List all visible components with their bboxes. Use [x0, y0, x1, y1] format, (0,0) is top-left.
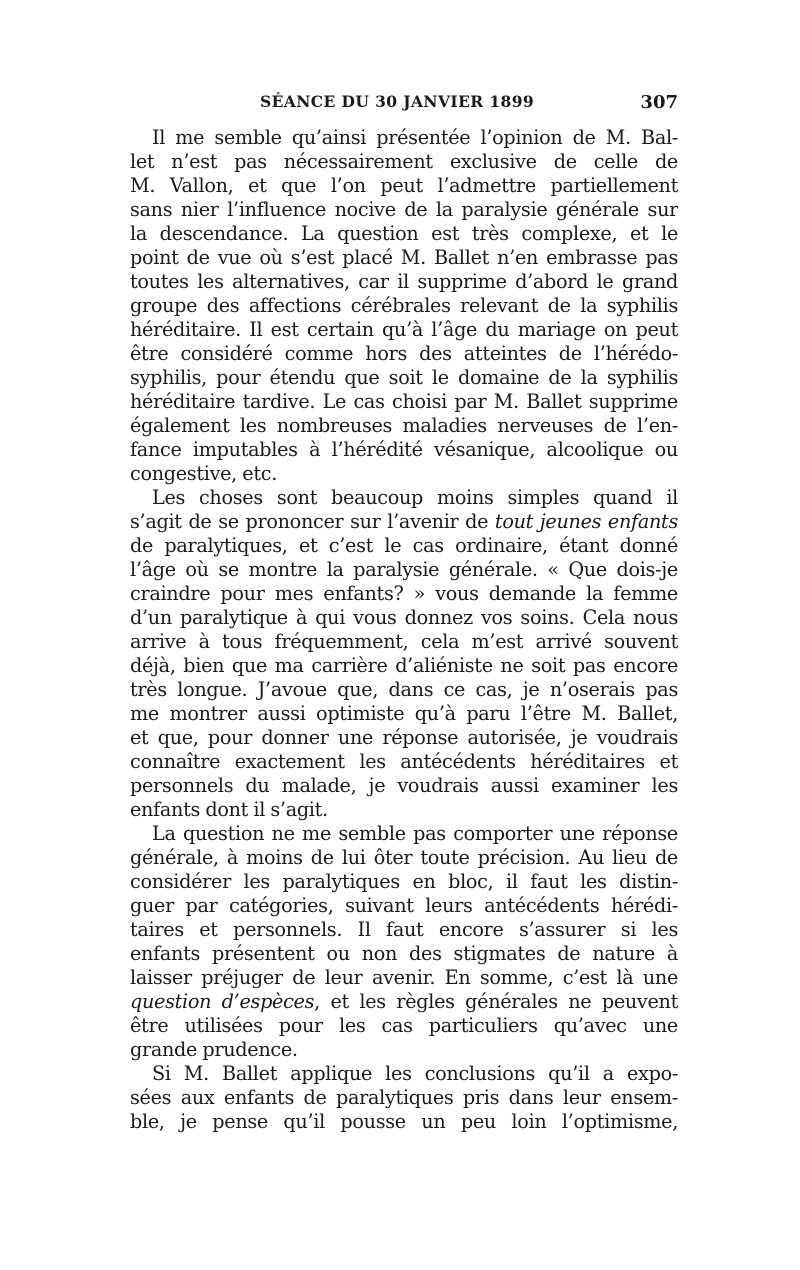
text-line-content: personnels du malade, je voudrais aussi examiner les: [130, 774, 678, 797]
text-line: [130, 198, 678, 222]
text-line: [130, 1014, 678, 1038]
text-line-content: de paralytiques, et c’est le cas ordinaire, étant donné: [130, 534, 678, 557]
text-line: [130, 558, 678, 582]
text-line: [130, 630, 678, 654]
text-line: [130, 246, 678, 270]
text-line: [130, 390, 678, 414]
text-line: [130, 678, 678, 702]
text-line-content: arrive à tous fréquemment, cela m’est arrivé souvent: [130, 630, 678, 653]
text-line: [130, 750, 678, 774]
text-line-content: déjà, bien que ma carrière d’aliéniste ne soit pas encore: [130, 654, 678, 677]
text-line-content: et que, pour donner une réponse autorisée, je voudrais: [130, 726, 678, 749]
text-line-content: très longue. J’avoue que, dans ce cas, je n’oserais pas: [130, 678, 678, 701]
text-line: [130, 318, 678, 342]
text-line-content: laisser préjuger de leur avenir. En somme, c’est là une: [130, 966, 678, 989]
page-header: [130, 92, 678, 118]
text-line-content: être utilisées pour les cas particuliers qu’avec une: [130, 1014, 678, 1037]
text-line: [130, 270, 678, 294]
text-line: [130, 990, 678, 1014]
text-line: [130, 294, 678, 318]
body-text: [130, 126, 678, 1134]
page-number: 307: [640, 92, 678, 113]
text-line: [130, 414, 678, 438]
text-line-content: connaître exactement les antécédents héréditaires et: [130, 750, 678, 773]
text-line: [130, 438, 678, 462]
text-line-content: taires et personnels. Il faut encore s’assurer si les: [130, 918, 678, 941]
text-line-content: point de vue où s’est placé M. Ballet n’en embrasse pas: [130, 246, 678, 269]
text-line: [130, 1110, 678, 1134]
text-line-content: sans nier l’influence nocive de la paralysie générale sur: [130, 198, 678, 221]
text-line-content: groupe des affections cérébrales relevant de la syphilis: [130, 294, 678, 317]
text-line-content: Il me semble qu’ainsi présentée l’opinion de M. Bal-: [152, 126, 678, 149]
italic-phrase: tout jeunes enfants: [494, 510, 678, 533]
text-line-content: Si M. Ballet applique les conclusions qu’il a expo-: [152, 1062, 678, 1085]
text-line-content: syphilis, pour étendu que soit le domaine de la syphilis: [130, 366, 678, 389]
text-line: [130, 1062, 678, 1086]
text-line: [130, 1038, 678, 1062]
text-line: [130, 606, 678, 630]
text-line-content: , et les règles générales ne peuvent: [314, 990, 678, 1013]
text-line: [130, 822, 678, 846]
text-line-content: héréditaire. Il est certain qu’à l’âge du mariage on peut: [130, 318, 678, 341]
text-line: [130, 726, 678, 750]
text-line-content: M. Vallon, et que l’on peut l’admettre partiellement: [130, 174, 678, 197]
text-line: [130, 462, 678, 486]
text-line-content: grande prudence.: [130, 1038, 298, 1061]
text-line: [130, 870, 678, 894]
text-line-content: générale, à moins de lui ôter toute précision. Au lieu de: [130, 846, 678, 869]
text-line-content: me montrer aussi optimiste qu’à paru l’être M. Ballet,: [130, 702, 678, 725]
text-line-content: être considéré comme hors des atteintes de l’hérédo-: [130, 342, 678, 365]
text-line-content: enfants dont il s’agit.: [130, 798, 328, 821]
text-line-content: toutes les alternatives, car il supprime d’abord le grand: [130, 270, 678, 293]
text-line-content: l’âge où se montre la paralysie générale. « Que dois-je: [130, 558, 678, 581]
text-line: [130, 798, 678, 822]
text-line: [130, 702, 678, 726]
text-line: [130, 894, 678, 918]
text-line-content: également les nombreuses maladies nerveuses de l’en-: [130, 414, 678, 437]
text-line: [130, 942, 678, 966]
text-line-content: considérer les paralytiques en bloc, il faut les distin-: [130, 870, 678, 893]
text-line-content: let n’est pas nécessairement exclusive de celle de: [130, 150, 678, 173]
text-line: [130, 918, 678, 942]
text-line-content: congestive, etc.: [130, 462, 277, 485]
text-line-content: enfants présentent ou non des stigmates de nature à: [130, 942, 678, 965]
text-line: [130, 366, 678, 390]
text-line: [130, 150, 678, 174]
text-line-content: héréditaire tardive. Le cas choisi par M. Ballet supprime: [130, 390, 678, 413]
text-line: [130, 966, 678, 990]
text-line-content: fance imputables à l’hérédité vésanique, alcoolique ou: [130, 438, 678, 461]
text-line: [130, 774, 678, 798]
text-line-content: s’agit de se prononcer sur l’avenir de: [130, 510, 495, 533]
text-line-content: La question ne me semble pas comporter une réponse: [152, 822, 678, 845]
text-line: [130, 126, 678, 150]
text-line-content: la descendance. La question est très complexe, et le: [130, 222, 678, 245]
text-line: [130, 582, 678, 606]
text-line-content: guer par catégories, suivant leurs antécédents hérédi-: [130, 894, 678, 917]
text-line-content: sées aux enfants de paralytiques pris dans leur ensem-: [130, 1086, 678, 1109]
text-line: [130, 174, 678, 198]
text-line-content: craindre pour mes enfants? » vous demande la femme: [130, 582, 678, 605]
text-line-content: Les choses sont beaucoup moins simples quand il: [152, 486, 678, 509]
text-line: [130, 1086, 678, 1110]
text-line-content: d’un paralytique à qui vous donnez vos soins. Cela nous: [130, 606, 678, 629]
text-line-content: ble, je pense qu’il pousse un peu loin l’optimisme,: [130, 1110, 678, 1133]
italic-phrase: question d’espèces: [130, 990, 315, 1013]
text-line: [130, 510, 678, 534]
text-line: [130, 222, 678, 246]
text-line: [130, 846, 678, 870]
text-line: [130, 534, 678, 558]
text-line: [130, 486, 678, 510]
running-title: SÉANCE DU 30 JANVIER 1899: [260, 92, 535, 111]
text-line: [130, 654, 678, 678]
text-line: [130, 342, 678, 366]
